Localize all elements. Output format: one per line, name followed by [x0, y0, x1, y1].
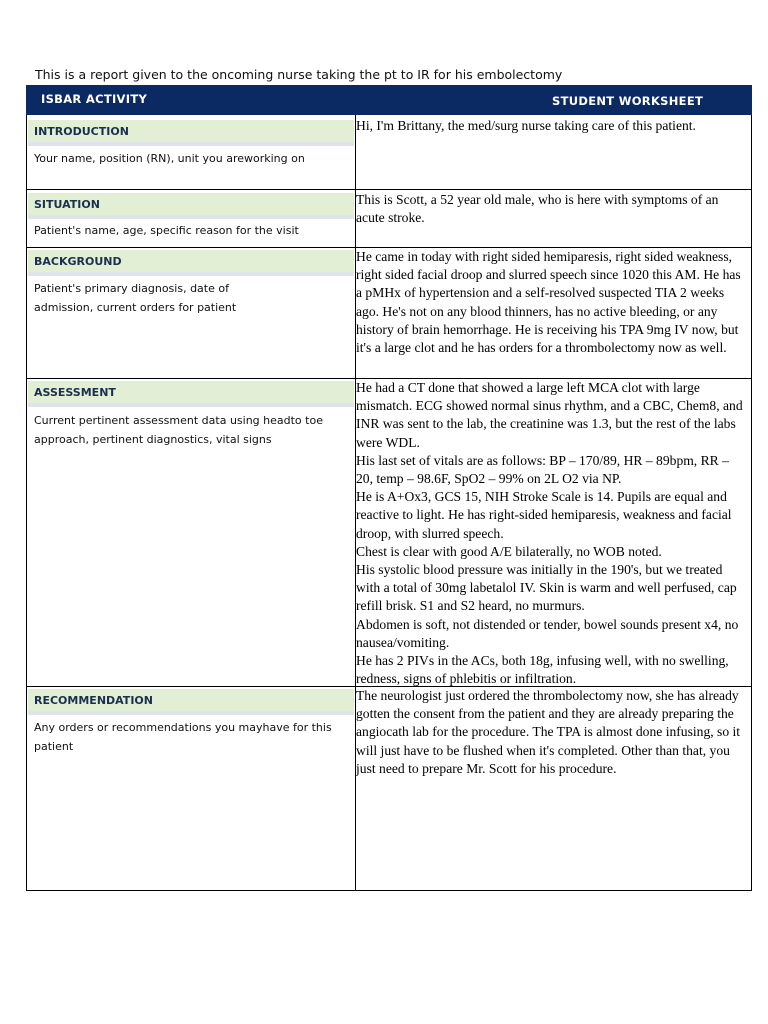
assessment-vitals: His last set of vitals are as follows: BP – 170/89, HR – 89bpm, RR – 20, temp – 98.6F, SpO2 – 99% on 2L O2 via NP. [356, 452, 729, 487]
section-title-assessment: ASSESSMENT [34, 386, 116, 399]
section-header-assessment [28, 381, 354, 407]
answer-situation-text: This is Scott, a 52 year old male, who is here with symptoms of an acute stroke. [356, 192, 719, 226]
answer-introduction [356, 117, 749, 135]
section-title-background: BACKGROUND [34, 255, 122, 268]
assessment-iv-access: He has 2 PIVs in the ACs, both 18g, infusing well, with no swelling, redness, signs of phlebitis or infiltration. [356, 653, 729, 687]
section-title-recommendation: RECOMMENDATION [34, 694, 153, 707]
header-title-left: ISBAR ACTIVITY [41, 92, 148, 106]
assessment-abdomen: Abdomen is soft, not distended or tender, bowel sounds present x4, no nausea/vomiting. [356, 616, 739, 650]
answer-recommendation [356, 687, 749, 778]
section-header-situation [28, 193, 354, 219]
isbar-table [26, 115, 752, 891]
header-title-right: STUDENT WORKSHEET [552, 94, 704, 108]
report-intro-text: This is a report given to the oncoming nurse taking the pt to IR for his embolectomy [35, 67, 563, 82]
row-separator [27, 189, 751, 190]
worksheet-header [26, 85, 752, 115]
prompt-recommendation: Any orders or recommendations you mayhave for this patient [34, 721, 332, 753]
answer-situation [356, 191, 749, 227]
assessment-neuro: He is A+Ox3, GCS 15, NIH Stroke Scale is 14. Pupils are equal and reactive to light. He has right-sided hemiparesis, weakness and facial droop, with slurred speech. [356, 489, 732, 541]
prompt-introduction: Your name, position (RN), unit you areworking on [34, 152, 305, 165]
assessment-diagnostics: He had a CT done that showed a large left MCA clot with large mismatch. ECG showed normal sinus rhythm, and a CBC, Chem8, and INR was sent to the lab, the creatinine was 1.3, but the rest of the labs were WDL. [356, 380, 743, 450]
section-header-introduction [28, 120, 354, 146]
prompt-assessment: Current pertinent assessment data using headto toe approach, pertinent diagnostics, vital signs [34, 414, 323, 446]
answer-recommendation-text: The neurologist just ordered the thrombolectomy now, she has already gotten the consent from the patient and they are already preparing the angiocath lab for the procedure. The TPA is almost done infusing, so it will just have to be flushed when it's completed. Other than that, you just need to prepare Mr. Scott for his procedure. [356, 688, 741, 776]
assessment-respiratory: Chest is clear with good A/E bilaterally, no WOB noted. [356, 543, 662, 559]
section-header-background [28, 250, 354, 276]
section-title-introduction: INTRODUCTION [34, 125, 129, 138]
prompt-situation: Patient's name, age, specific reason for the visit [34, 224, 299, 237]
assessment-cardiovascular: His systolic blood pressure was initially in the 190's, but we treated with a total of 30mg labetalol IV. Skin is warm and well perfused, cap refill brisk. S1 and S2 heard, no murmurs. [356, 562, 737, 614]
answer-background [356, 248, 749, 357]
answer-background-text: He came in today with right sided hemiparesis, right sided weakness, right sided facial droop and slurred speech since 1020 this AM. He has a pMHx of hypertension and a self-resolved suspected TIA 2 weeks ago. He's not on any blood thinners, has no active bleeding, or any history of brain hemorrhage. He is receiving his TPA 9mg IV now, but it's a large clot and he has orders for a thrombolectomy now as well. [356, 249, 741, 356]
prompt-background: Patient's primary diagnosis, date of admission, current orders for patient [34, 282, 237, 314]
answer-assessment [356, 379, 749, 688]
section-title-situation: SITUATION [34, 198, 100, 211]
answer-introduction-text: Hi, I'm Brittany, the med/surg nurse taking care of this patient. [356, 118, 696, 133]
section-header-recommendation [28, 689, 354, 715]
